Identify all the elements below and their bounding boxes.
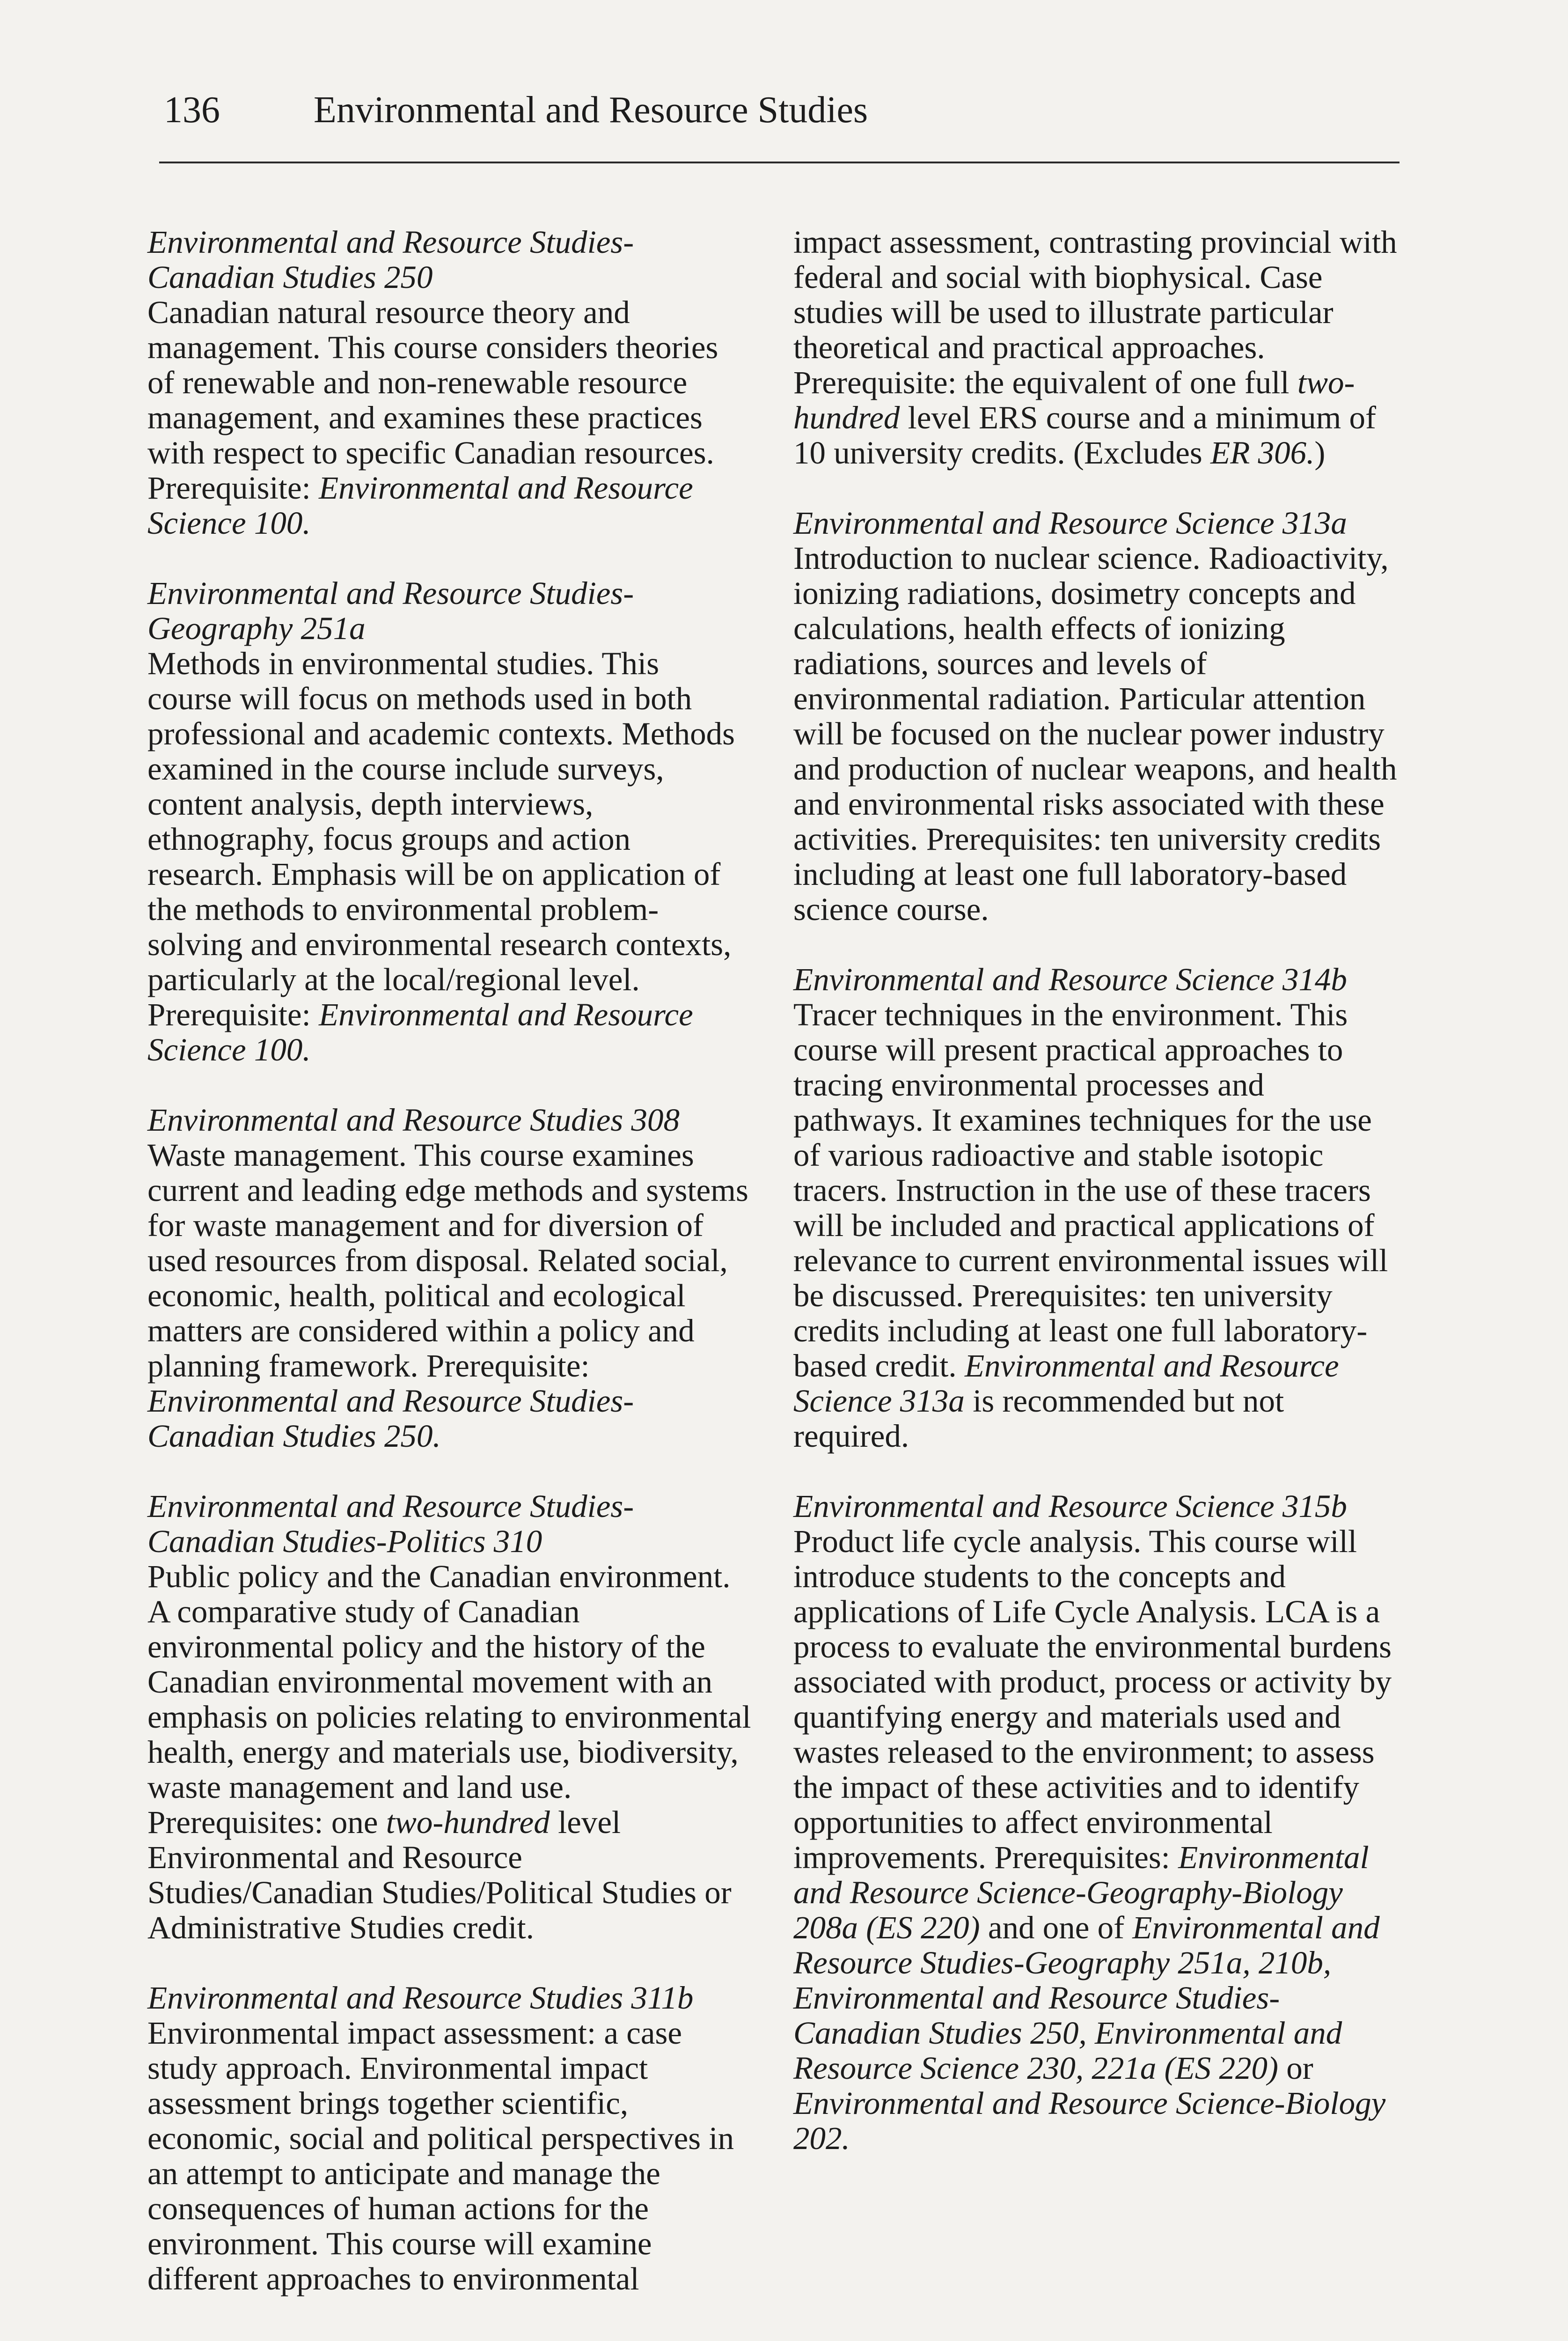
course-entry — [147, 1980, 751, 2297]
course-description: Canadian natural resource theory and management. This course considers theories of renewable and non-renewable resource management, and examines these practices with respect to specific Canadian resources. Prerequisite: Environmental and Resource Science 100. — [147, 294, 718, 541]
course-description: Introduction to nuclear science. Radioactivity, ionizing radiations, dosimetry concepts and calculations, health effects of ionizing radiations, sources and levels of environmental radiation. Particular attention will be focused on the nuclear power industry and production of nuclear weapons, and health and environmental risks associated with these activities. Prerequisites: ten university credits including at least one full laboratory-based science course. — [793, 540, 1397, 927]
course-entry-continued — [793, 225, 1397, 471]
page-header — [164, 87, 1399, 133]
course-entry — [147, 1489, 751, 1945]
header-divider — [159, 162, 1399, 163]
course-description: Public policy and the Canadian environment. A comparative study of Canadian environmental policy and the history of the Canadian environmental movement with an emphasis on policies relating to environmental health, energy and materials use, biodiversity, waste management and land use. Prerequisites: one two-hundred level Environmental and Resource Studies/Canadian Studies/Political Studies or Administrative Studies credit. — [147, 1559, 751, 1945]
course-description: Environmental impact assessment: a case study approach. Environmental impact assessment brings together scientific, economic, social and political perspectives in an attempt to anticipate and manage the consequences of human actions for the environment. This course will examine different approaches to environmental — [147, 2015, 734, 2297]
course-title: Environmental and Resource Studies 311b — [147, 1980, 694, 2016]
right-column — [793, 225, 1397, 2191]
course-title: Environmental and Resource Science 314b — [793, 962, 1347, 997]
course-entry — [793, 506, 1397, 927]
left-column — [147, 225, 751, 2332]
course-title: Environmental and Resource Studies-Canadian Studies-Politics 310 — [147, 1488, 634, 1559]
course-entry — [147, 576, 751, 1067]
course-entry — [793, 1489, 1397, 2156]
page-number: 136 — [164, 89, 220, 131]
course-description: Tracer techniques in the environment. This course will present practical approaches to tracing environmental processes and pathways. It examines techniques for the use of various radioactive and stable isotopic tracers. Instruction in the use of these tracers will be included and practical applications of relevance to current environmental issues will be discussed. Prerequisites: ten university credits including at least one full laboratory-based credit. Environmental and Resource Science 313a is recommended but not required. — [793, 997, 1388, 1454]
course-entry — [147, 1103, 751, 1454]
course-entry — [793, 962, 1397, 1454]
course-title: Environmental and Resource Science 315b — [793, 1488, 1347, 1524]
course-title: Environmental and Resource Studies-Canadian Studies 250 — [147, 224, 634, 295]
course-entry — [147, 225, 751, 541]
course-description: Methods in environmental studies. This course will focus on methods used in both professional and academic contexts. Methods examined in the course include surveys, content analysis, depth interviews, ethnography, focus groups and action research. Emphasis will be on application of the methods to environmental problem-solving and environmental research contexts, particularly at the local/regional level. Prerequisite: Environmental and Resource Science 100. — [147, 646, 735, 1067]
course-title: Environmental and Resource Studies 308 — [147, 1102, 680, 1138]
course-description: Waste management. This course examines current and leading edge methods and systems for waste management and for diversion of used resources from disposal. Related social, economic, health, political and ecological matters are considered within a policy and planning framework. Prerequisite: Environmental and Resource Studies-Canadian Studies 250. — [147, 1137, 748, 1454]
course-description: impact assessment, contrasting provincial with federal and social with biophysical. Case studies will be used to illustrate particular theoretical and practical approaches. Prerequisite: the equivalent of one full two-hundred level ERS course and a minimum of 10 university credits. (Excludes ER 306.) — [793, 224, 1397, 471]
running-header-title: Environmental and Resource Studies — [314, 89, 868, 131]
course-description: Product life cycle analysis. This course will introduce students to the concepts and applications of Life Cycle Analysis. LCA is a process to evaluate the environmental burdens associated with product, process or activity by quantifying energy and materials used and wastes released to the environment; to assess the impact of these activities and to identify opportunities to affect environmental improvements. Prerequisites: Environmental and Resource Science-Geography-Biology 208a (ES 220) and one of Environmental and Resource Studies-Geography 251a, 210b, Environmental and Resource Studies-Canadian Studies 250, Environmental and Resource Science 230, 221a (ES 220) or Environmental and Resource Science-Biology 202. — [793, 1524, 1392, 2156]
course-title: Environmental and Resource Studies-Geography 251a — [147, 575, 634, 646]
course-title: Environmental and Resource Science 313a — [793, 505, 1347, 541]
